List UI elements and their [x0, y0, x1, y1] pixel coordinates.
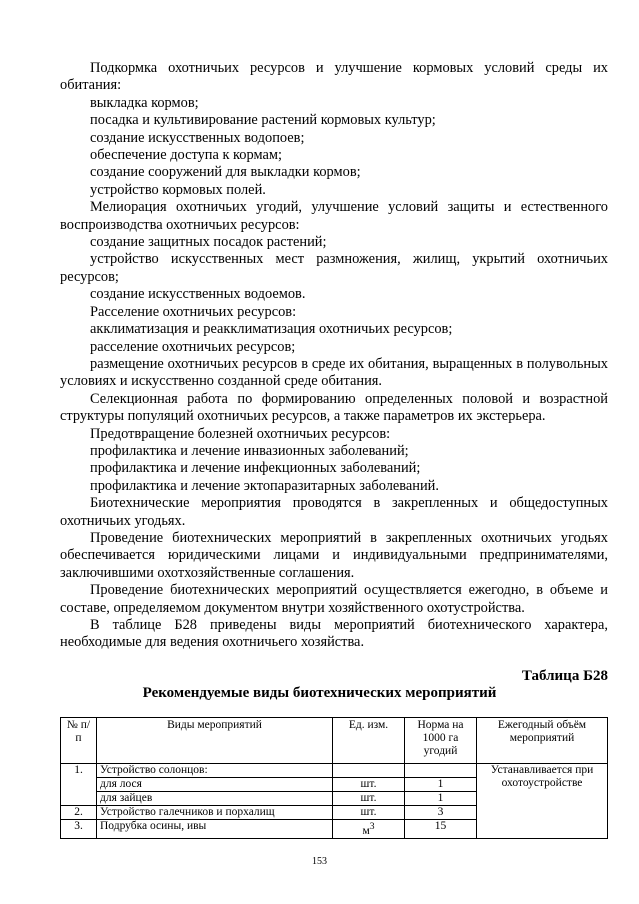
- paragraph: выкладка кормов;: [90, 94, 199, 111]
- header-annual: Ежегодный объём мероприятий: [477, 718, 608, 764]
- row-unit: шт.: [333, 806, 405, 820]
- row-name: Подрубка осины, ивы: [97, 820, 333, 839]
- page-number: 153: [312, 856, 327, 867]
- header-type: Виды мероприятий: [97, 718, 333, 764]
- row-unit: [333, 764, 405, 778]
- row-unit: шт.: [333, 778, 405, 792]
- paragraph: размещение охотничьих ресурсов в среде их обитания, выращенных в полувольных условиях и искусственно созданной среде обитания.: [60, 355, 608, 390]
- paragraph: создание сооружений для выкладки кормов;: [90, 164, 361, 181]
- header-norm: Норма на 1000 га угодий: [405, 718, 477, 764]
- row-unit: шт.: [333, 792, 405, 806]
- row-norm: 15: [405, 820, 477, 839]
- paragraph: Селекционная работа по формированию определенных половой и возрастной структуры популяций охотничьих ресурсов, а также параметров их экстерьера.: [60, 390, 608, 425]
- paragraph: профилактика и лечение инвазионных заболеваний;: [90, 442, 409, 459]
- row-name: для зайцев: [97, 792, 333, 806]
- paragraph: В таблице Б28 приведены виды мероприятий биотехнического характера, необходимые для ведения охотничьего хозяйства.: [60, 617, 608, 651]
- row-unit-superscript: 3: [369, 821, 375, 832]
- table-caption: Таблица Б28: [521, 668, 608, 684]
- row-norm: 1: [405, 778, 477, 792]
- paragraph: Проведение биотехнических мероприятий осуществляется ежегодно, в объеме и составе, определяемом документом внутри хозяйственного охотустройства.: [60, 582, 608, 616]
- row-num: 2.: [61, 806, 97, 820]
- paragraph: профилактика и лечение инфекционных заболеваний;: [90, 460, 421, 477]
- paragraph: создание защитных посадок растений;: [90, 234, 327, 251]
- row-num: 3.: [61, 820, 97, 839]
- row-name: для лося: [97, 778, 333, 792]
- paragraph: Подкормка охотничьих ресурсов и улучшение кормовых условий среды их обитания:: [60, 60, 608, 94]
- row-unit: [333, 820, 405, 839]
- paragraph: акклиматизация и реакклиматизация охотничьих ресурсов;: [90, 321, 453, 338]
- paragraph: Предотвращение болезней охотничьих ресурсов:: [90, 425, 391, 442]
- table-title: Рекомендуемые виды биотехнических мероприятий: [142, 685, 497, 701]
- paragraph: создание искусственных водоемов.: [90, 286, 306, 303]
- header-num: № п/п: [61, 718, 97, 764]
- paragraph: Биотехнические мероприятия проводятся в закрепленных и общедоступных охотничьих угодьях.: [60, 495, 608, 529]
- row-name: Устройство галечников и порхалищ: [97, 806, 333, 820]
- row-name: Устройство солонцов:: [97, 764, 333, 778]
- body-text: [60, 60, 608, 652]
- annual-note: Устанавливается при охотоустройстве: [477, 764, 608, 839]
- paragraph: посадка и культивирование растений кормовых культур;: [90, 112, 436, 129]
- paragraph: Мелиорация охотничьих угодий, улучшение условий защиты и естественного воспроизводства охотничьих ресурсов:: [60, 199, 608, 233]
- header-unit: Ед. изм.: [333, 718, 405, 764]
- row-norm: 1: [405, 792, 477, 806]
- row-norm: [405, 764, 477, 778]
- paragraph: устройство искусственных мест размножения, жилищ, укрытий охотничьих ресурсов;: [60, 251, 608, 285]
- measures-table: [60, 717, 608, 839]
- paragraph: профилактика и лечение эктопаразитарных заболеваний.: [90, 477, 439, 494]
- paragraph: расселение охотничьих ресурсов;: [90, 338, 296, 355]
- row-num: 1.: [61, 764, 97, 806]
- row-norm: 3: [405, 806, 477, 820]
- row-unit-base: м: [362, 824, 370, 837]
- paragraph: создание искусственных водопоев;: [90, 129, 305, 146]
- paragraph: Проведение биотехнических мероприятий в закрепленных охотничьих угодьях обеспечивается юридическими лицами и индивидуальными предпринимателями, заключившими охотхозяйственные соглашения.: [60, 529, 608, 581]
- paragraph: устройство кормовых полей.: [90, 181, 266, 198]
- paragraph: Расселение охотничьих ресурсов:: [90, 303, 297, 320]
- paragraph: обеспечение доступа к кормам;: [90, 147, 282, 164]
- table-row: [61, 764, 608, 778]
